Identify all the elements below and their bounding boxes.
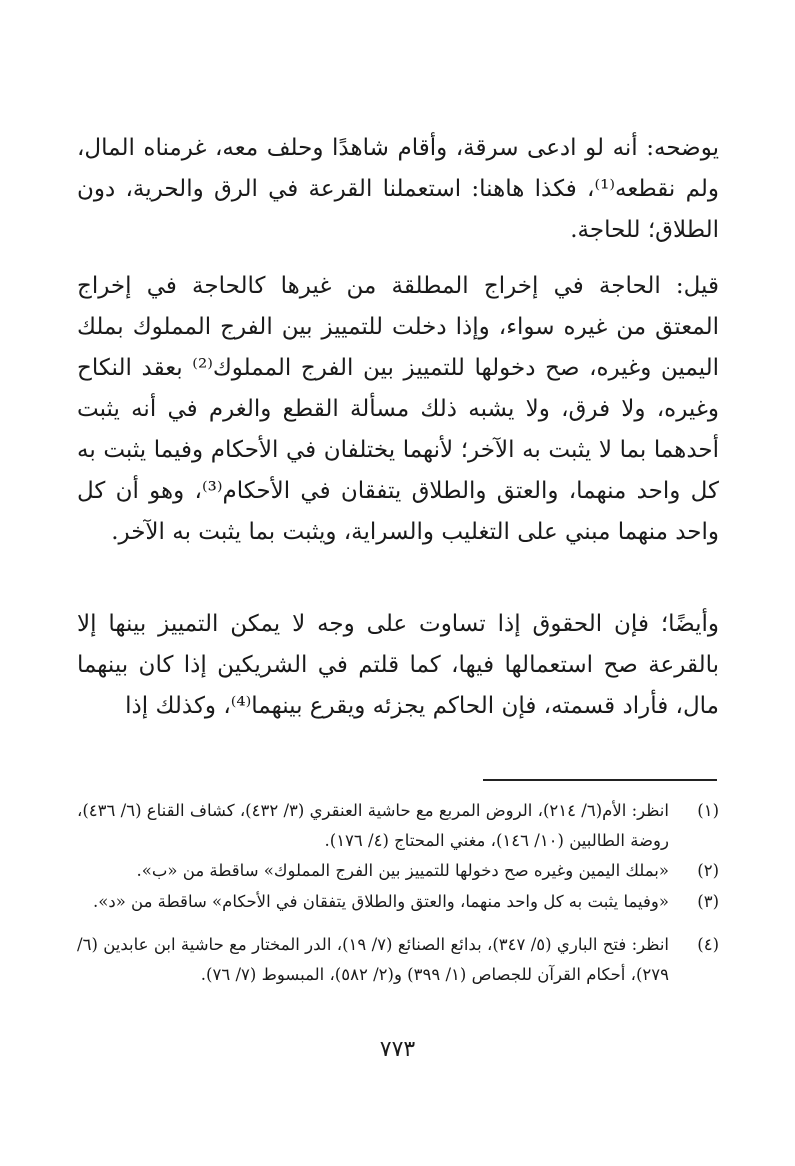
footnote-text: «بملك اليمين وغيره صح دخولها للتمييز بين الفرج المملوك» ساقطة من «ب». (136, 861, 669, 880)
footnote-3 (77, 887, 719, 917)
footnote-4 (77, 930, 719, 990)
footnote-number: (٣) (697, 892, 719, 911)
body-paragraph-1: يوضحه: أنه لو ادعى سرقة، وأقام شاهدًا وحلف معه، غرمناه المال، ولم نقطعه⁽¹⁾، فكذا هاهنا: استعملنا القرعة في الرق والحرية، دون الطلاق؛ للحاجة. (77, 135, 719, 243)
page-number: ٧٧٣ (379, 1037, 416, 1062)
footnote-separator (483, 779, 717, 781)
footnote-text: «وفيما يثبت به كل واحد منهما، والعتق والطلاق يتفقان في الأحكام» ساقطة من «د». (93, 892, 669, 911)
footnote-2 (77, 856, 719, 886)
body-paragraph-3: وأيضًا؛ فإن الحقوق إذا تساوت على وجه لا يمكن التمييز بينها إلا بالقرعة صح استعمالها فيها، كما قلتم في الشريكين إذا كان بينهما مال، فأراد قسمته، فإن الحاكم يجزئه ويقرع بينهما⁽⁴⁾، وكذلك إذا (77, 611, 719, 719)
footnote-text: انظر: فتح الباري (٥/ ٣٤٧)، بدائع الصنائع (٧/ ١٩)، الدر المختار مع حاشية ابن عابدين (٦/ ٢٧٩)، أحكام القرآن للجصاص (١/ ٣٩٩) و(٢/ ٥٨٢)، المبسوط (٧/ ٧٦). (77, 935, 669, 984)
body-paragraph-2: قيل: الحاجة في إخراج المطلقة من غيرها كالحاجة في إخراج المعتق من غيره سواء، وإذا دخلت للتمييز بين الفرج المملوك بملك اليمين وغيره، صح دخولها للتمييز بين الفرج المملوك⁽²⁾ بعقد النكاح وغيره، ولا فرق، ولا يشبه ذلك مسألة القطع والغرم في أنه يثبت أحدهما بما لا يثبت به الآخر؛ لأنهما يختلفان في الأحكام وفيما يثبت به كل واحد منهما، والعتق والطلاق يتفقان في الأحكام⁽³⁾، وهو أن كل واحد منهما مبني على التغليب والسراية، ويثبت بما يثبت به الآخر. (77, 273, 719, 545)
footnote-text: انظر: الأم(٦/ ٢١٤)، الروض المربع مع حاشية العنقري (٣/ ٤٣٢)، كشاف القناع (٦/ ٤٣٦)، روضة الطالبين (١٠/ ١٤٦)، مغني المحتاج (٤/ ١٧٦). (77, 801, 669, 850)
footnote-number: (١) (697, 801, 719, 820)
footnote-number: (٢) (697, 861, 719, 880)
footnote-number: (٤) (697, 935, 719, 954)
footnote-1 (77, 796, 719, 856)
